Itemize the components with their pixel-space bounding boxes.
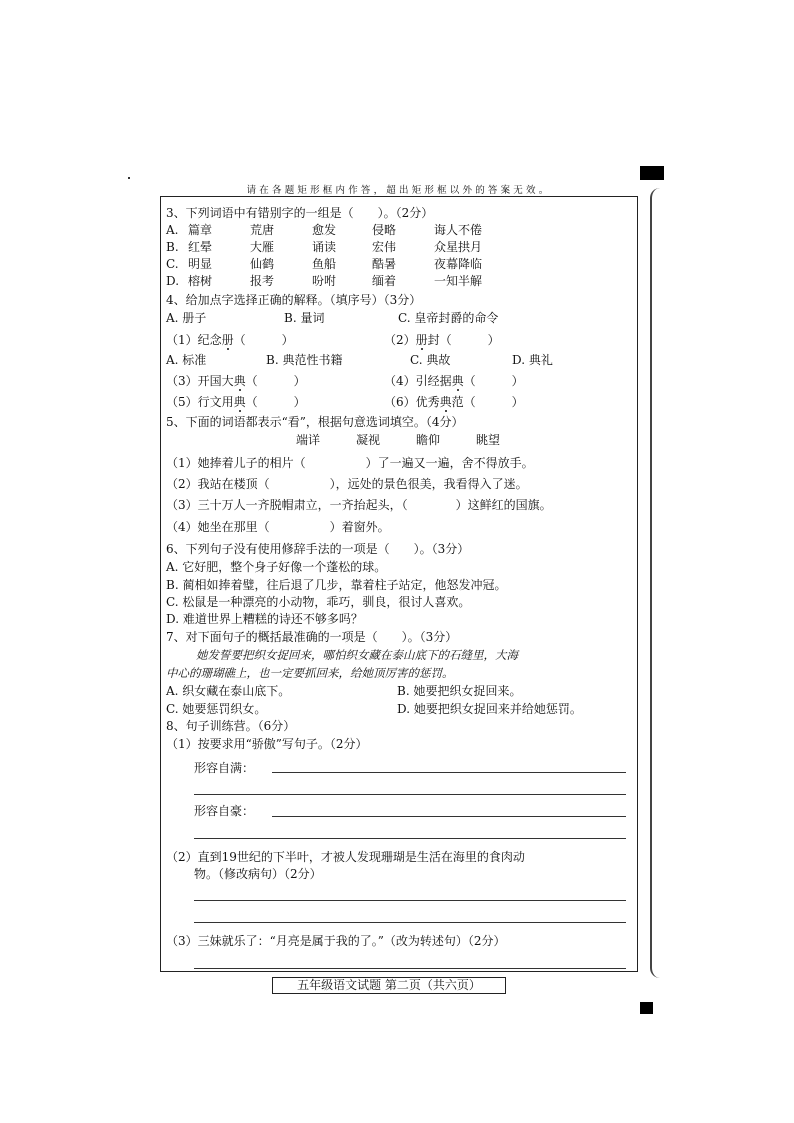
q4-item-3: （3）开国大典（ ）	[166, 374, 306, 388]
q4-item-6: （6）优秀典范（ ）	[384, 395, 524, 409]
answer-line[interactable]	[194, 794, 626, 795]
q8-stem: 8、句子训练营。（6分）	[166, 719, 296, 733]
q5-word-bank: 端详 凝视 瞻仰 眺望	[296, 433, 501, 447]
scan-dot	[128, 177, 130, 179]
q7-option-d: D. 她要把织女捉回来并给她惩罚。	[397, 702, 582, 716]
q4-group1-choices: A. 册子 B. 量词 C. 皇帝封爵的命令	[166, 311, 499, 325]
q7-option-b: B. 她要把织女捉回来。	[397, 684, 522, 698]
q8-part-2-line-1: （2）直到19世纪的下半叶，才被人发现珊瑚是生活在海里的食肉动	[166, 850, 525, 864]
q4-group2-choices: A. 标准 B. 典范性书籍 C. 典故 D. 典礼	[166, 353, 553, 367]
answer-line[interactable]	[194, 900, 626, 901]
q7-option-a: A. 织女藏在泰山底下。	[166, 684, 291, 698]
q6-option-c: C. 松鼠是一种漂亮的小动物，乖巧，驯良，很讨人喜欢。	[166, 595, 471, 609]
q6-option-b: B. 蔺相如捧着璧，往后退了几步，靠着柱子站定，他怒发冲冠。	[166, 578, 507, 592]
dotted-char: 典	[439, 395, 452, 409]
bottom-right-marker	[640, 1002, 653, 1014]
q6-option-d: D. 难道世界上糟糕的诗还不够多吗？	[166, 612, 363, 626]
top-right-marker	[640, 166, 664, 180]
q5-sentence-4: （4）她坐在那里（ ）着窗外。	[166, 520, 390, 534]
dotted-char: 册	[415, 333, 428, 347]
q8-part-1: （1）按要求用“骄傲”写句子。（2分）	[166, 737, 368, 751]
answer-line[interactable]	[272, 816, 626, 817]
dotted-char: 典	[233, 395, 246, 409]
q4-item-5: （5）行文用典（ ）	[166, 395, 306, 409]
q4-item-2: （2）册封（ ）	[384, 333, 500, 347]
q3-option-b: B. 红晕 大雁 诵读 宏伟 众星拱月	[166, 240, 483, 254]
q5-sentence-2: （2）我站在楼顶（ ），远处的景色很美，我看得入了迷。	[166, 477, 528, 491]
q8-part-3: （3）三妹就乐了：“月亮是属于我的了。”（改为转述句）（2分）	[166, 934, 506, 948]
q6-option-a: A. 它好肥，整个身子好像一个蓬松的球。	[166, 560, 387, 574]
q7-stem: 7、对下面句子的概括最准确的一项是（ ）。（3分）	[166, 630, 458, 644]
answer-line[interactable]	[272, 772, 626, 773]
q6-stem: 6、下列句子没有使用修辞手法的一项是（ ）。（3分）	[166, 542, 470, 556]
q3-option-d: D. 榕树 报考 吩咐 缅着 一知半解	[166, 274, 483, 288]
dotted-char: 册	[221, 333, 234, 347]
q3-stem: 3、下列词语中有错别字的一组是（ ）。（2分）	[166, 206, 434, 220]
q5-sentence-1: （1）她捧着儿子的相片（ ）了一遍又一遍，舍不得放手。	[166, 456, 534, 470]
q7-option-c: C. 她要惩罚织女。	[166, 702, 267, 716]
q7-passage-line-1: 她发誓要把织女捉回来，哪怕织女藏在泰山底下的石缝里，大海	[196, 648, 518, 662]
q5-stem: 5、下面的词语都表示“看”，根据句意选词填空。（4分）	[166, 415, 464, 429]
dotted-char: 典	[233, 374, 246, 388]
answer-area-notice: 请在各题矩形框内作答，超出矩形框以外的答案无效。	[246, 185, 552, 196]
page-footer: 五年级语文试题 第二页（共六页）	[272, 977, 506, 994]
q4-item-1: （1）纪念册（ ）	[166, 333, 294, 347]
q4-stem: 4、给加点字选择正确的解释。（填序号）（3分）	[166, 293, 422, 307]
q5-sentence-3: （3）三十万人一齐脱帽肃立，一齐抬起头，（ ）这鲜红的国旗。	[166, 498, 552, 512]
q3-option-a: A. 篇章 荒唐 愈发 侵略 诲人不倦	[166, 223, 483, 237]
q8-prompt-complacent: 形容自满：	[194, 761, 255, 775]
binding-brace	[650, 188, 666, 978]
q4-item-4: （4）引经据典（ ）	[384, 374, 524, 388]
answer-line[interactable]	[194, 968, 626, 969]
q8-part-2-line-2: 物。（修改病句）（2分）	[194, 867, 322, 881]
q3-option-c: C. 明显 仙鹤 鱼船 酷暑 夜幕降临	[166, 257, 483, 271]
q8-prompt-proud: 形容自豪：	[194, 804, 255, 818]
dotted-char: 典	[451, 374, 464, 388]
answer-line[interactable]	[194, 838, 626, 839]
answer-line[interactable]	[194, 922, 626, 923]
q7-passage-line-2: 中心的珊瑚礁上，也一定要抓回来，给她顶厉害的惩罚。	[166, 666, 454, 680]
